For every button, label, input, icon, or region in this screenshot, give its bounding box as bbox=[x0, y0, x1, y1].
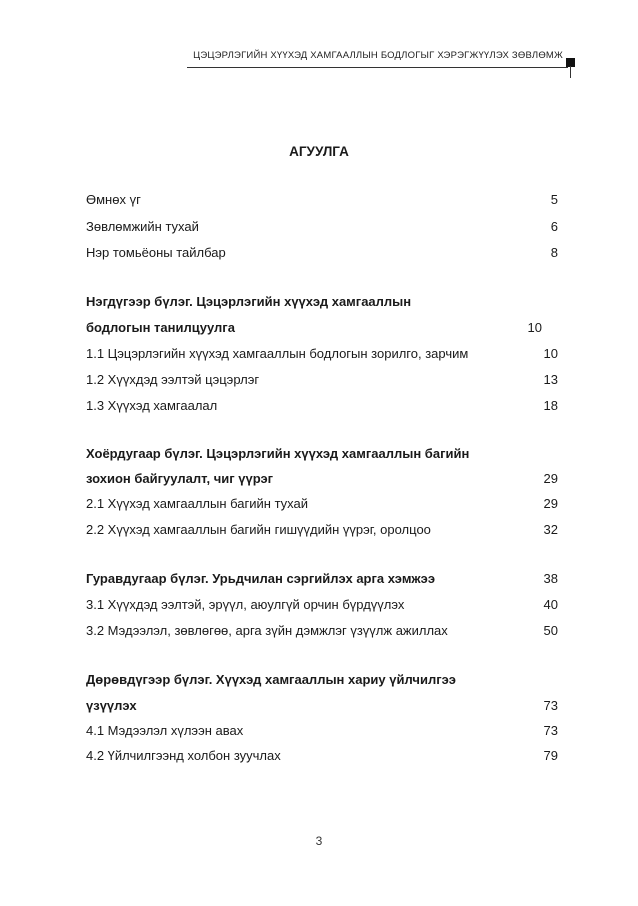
toc-entry-label: 1.2 Хүүхдэд ээлтэй цэцэрлэг bbox=[86, 372, 260, 387]
toc-entry-page: 8 bbox=[550, 245, 558, 260]
toc-entry-label: Нэр томьёоны тайлбар bbox=[86, 245, 226, 260]
toc-entry-label: 4.1 Мэдээлэл хүлээн авах bbox=[86, 723, 244, 738]
toc-entry-page: 18 bbox=[543, 398, 558, 413]
toc-entry[interactable] bbox=[86, 371, 558, 389]
toc-chapter-heading[interactable] bbox=[86, 293, 558, 311]
toc-chapter-label: Дөрөвдүгээр бүлэг. Хүүхэд хамгааллын хариу үйлчилгээ bbox=[86, 672, 456, 687]
toc-chapter-label: үзүүлэх bbox=[86, 698, 137, 713]
toc-entry-page: 50 bbox=[543, 623, 558, 638]
header-vertical-tick bbox=[570, 66, 571, 78]
toc-entry-page: 73 bbox=[543, 723, 558, 738]
toc-title: АГУУЛГА bbox=[289, 144, 349, 159]
toc-entry[interactable] bbox=[86, 218, 558, 236]
toc-entry-page: 13 bbox=[543, 372, 558, 387]
toc-chapter-heading[interactable] bbox=[86, 697, 558, 715]
toc-entry[interactable] bbox=[86, 596, 558, 614]
toc-entry-label: 1.3 Хүүхэд хамгаалал bbox=[86, 398, 218, 413]
toc-entry[interactable] bbox=[86, 244, 558, 262]
toc-entry-page: 10 bbox=[543, 346, 558, 361]
toc-entry-label: Зөвлөмжийн тухай bbox=[86, 219, 199, 234]
toc-entry-page: 73 bbox=[543, 698, 558, 713]
toc-entry-page: 5 bbox=[550, 192, 558, 207]
toc-entry[interactable] bbox=[86, 747, 558, 765]
toc-entry-page: 32 bbox=[543, 522, 558, 537]
toc-entry-label: 3.1 Хүүхдэд ээлтэй, эрүүл, аюулгүй орчин бүрдүүлэх bbox=[86, 597, 405, 612]
toc-entry-page: 29 bbox=[543, 496, 558, 511]
toc-entry-label: 2.1 Хүүхэд хамгааллын багийн тухай bbox=[86, 496, 309, 511]
toc-entry[interactable] bbox=[86, 397, 558, 415]
toc-chapter-label: зохион байгуулалт, чиг үүрэг bbox=[86, 471, 274, 486]
running-header: ЦЭЦЭРЛЭГИЙН ХҮҮХЭД ХАМГААЛЛЫН БОДЛОГЫГ ХЭРЭГЖҮҮЛЭХ ЗӨВЛӨМЖ bbox=[193, 50, 563, 61]
toc-entry[interactable] bbox=[86, 722, 558, 740]
toc-chapter-heading[interactable] bbox=[86, 445, 558, 463]
toc-entry[interactable] bbox=[86, 521, 558, 539]
toc-entry[interactable] bbox=[86, 622, 558, 640]
toc-entry-page: 6 bbox=[550, 219, 558, 234]
toc-chapter-label: Хоёрдугаар бүлэг. Цэцэрлэгийн хүүхэд хамгааллын багийн bbox=[86, 446, 470, 461]
toc-chapter-heading[interactable] bbox=[86, 319, 558, 337]
toc-entry-label: 2.2 Хүүхэд хамгааллын багийн гишүүдийн үүрэг, оролцоо bbox=[86, 522, 431, 537]
toc-entry[interactable] bbox=[86, 345, 558, 363]
toc-chapter-heading[interactable] bbox=[86, 470, 558, 488]
toc-chapter-heading[interactable] bbox=[86, 570, 558, 588]
toc-entry-page: 10 bbox=[527, 320, 542, 335]
toc-entry-label: Өмнөх үг bbox=[86, 192, 141, 207]
toc-chapter-label: Гуравдугаар бүлэг. Урьдчилан сэргийлэх арга хэмжээ bbox=[86, 571, 436, 586]
toc-entry-label: 1.1 Цэцэрлэгийн хүүхэд хамгааллын бодлогын зорилго, зарчим bbox=[86, 346, 469, 361]
page-number: 3 bbox=[315, 834, 323, 848]
toc-entry[interactable] bbox=[86, 495, 558, 513]
toc-entry-page: 38 bbox=[543, 571, 558, 586]
toc-entry[interactable] bbox=[86, 191, 558, 209]
toc-chapter-label: Нэгдүгээр бүлэг. Цэцэрлэгийн хүүхэд хамгааллын bbox=[86, 294, 412, 309]
toc-entry-label: 3.2 Мэдээлэл, зөвлөгөө, арга зүйн дэмжлэг үзүүлж ажиллах bbox=[86, 623, 448, 638]
header-rule bbox=[187, 67, 568, 68]
toc-chapter-label: бодлогын танилцуулга bbox=[86, 320, 235, 335]
toc-entry-page: 40 bbox=[543, 597, 558, 612]
toc-entry-page: 29 bbox=[543, 471, 558, 486]
toc-entry-page: 79 bbox=[543, 748, 558, 763]
toc-chapter-heading[interactable] bbox=[86, 671, 558, 689]
toc-entry-label: 4.2 Үйлчилгээнд холбон зуучлах bbox=[86, 748, 281, 763]
